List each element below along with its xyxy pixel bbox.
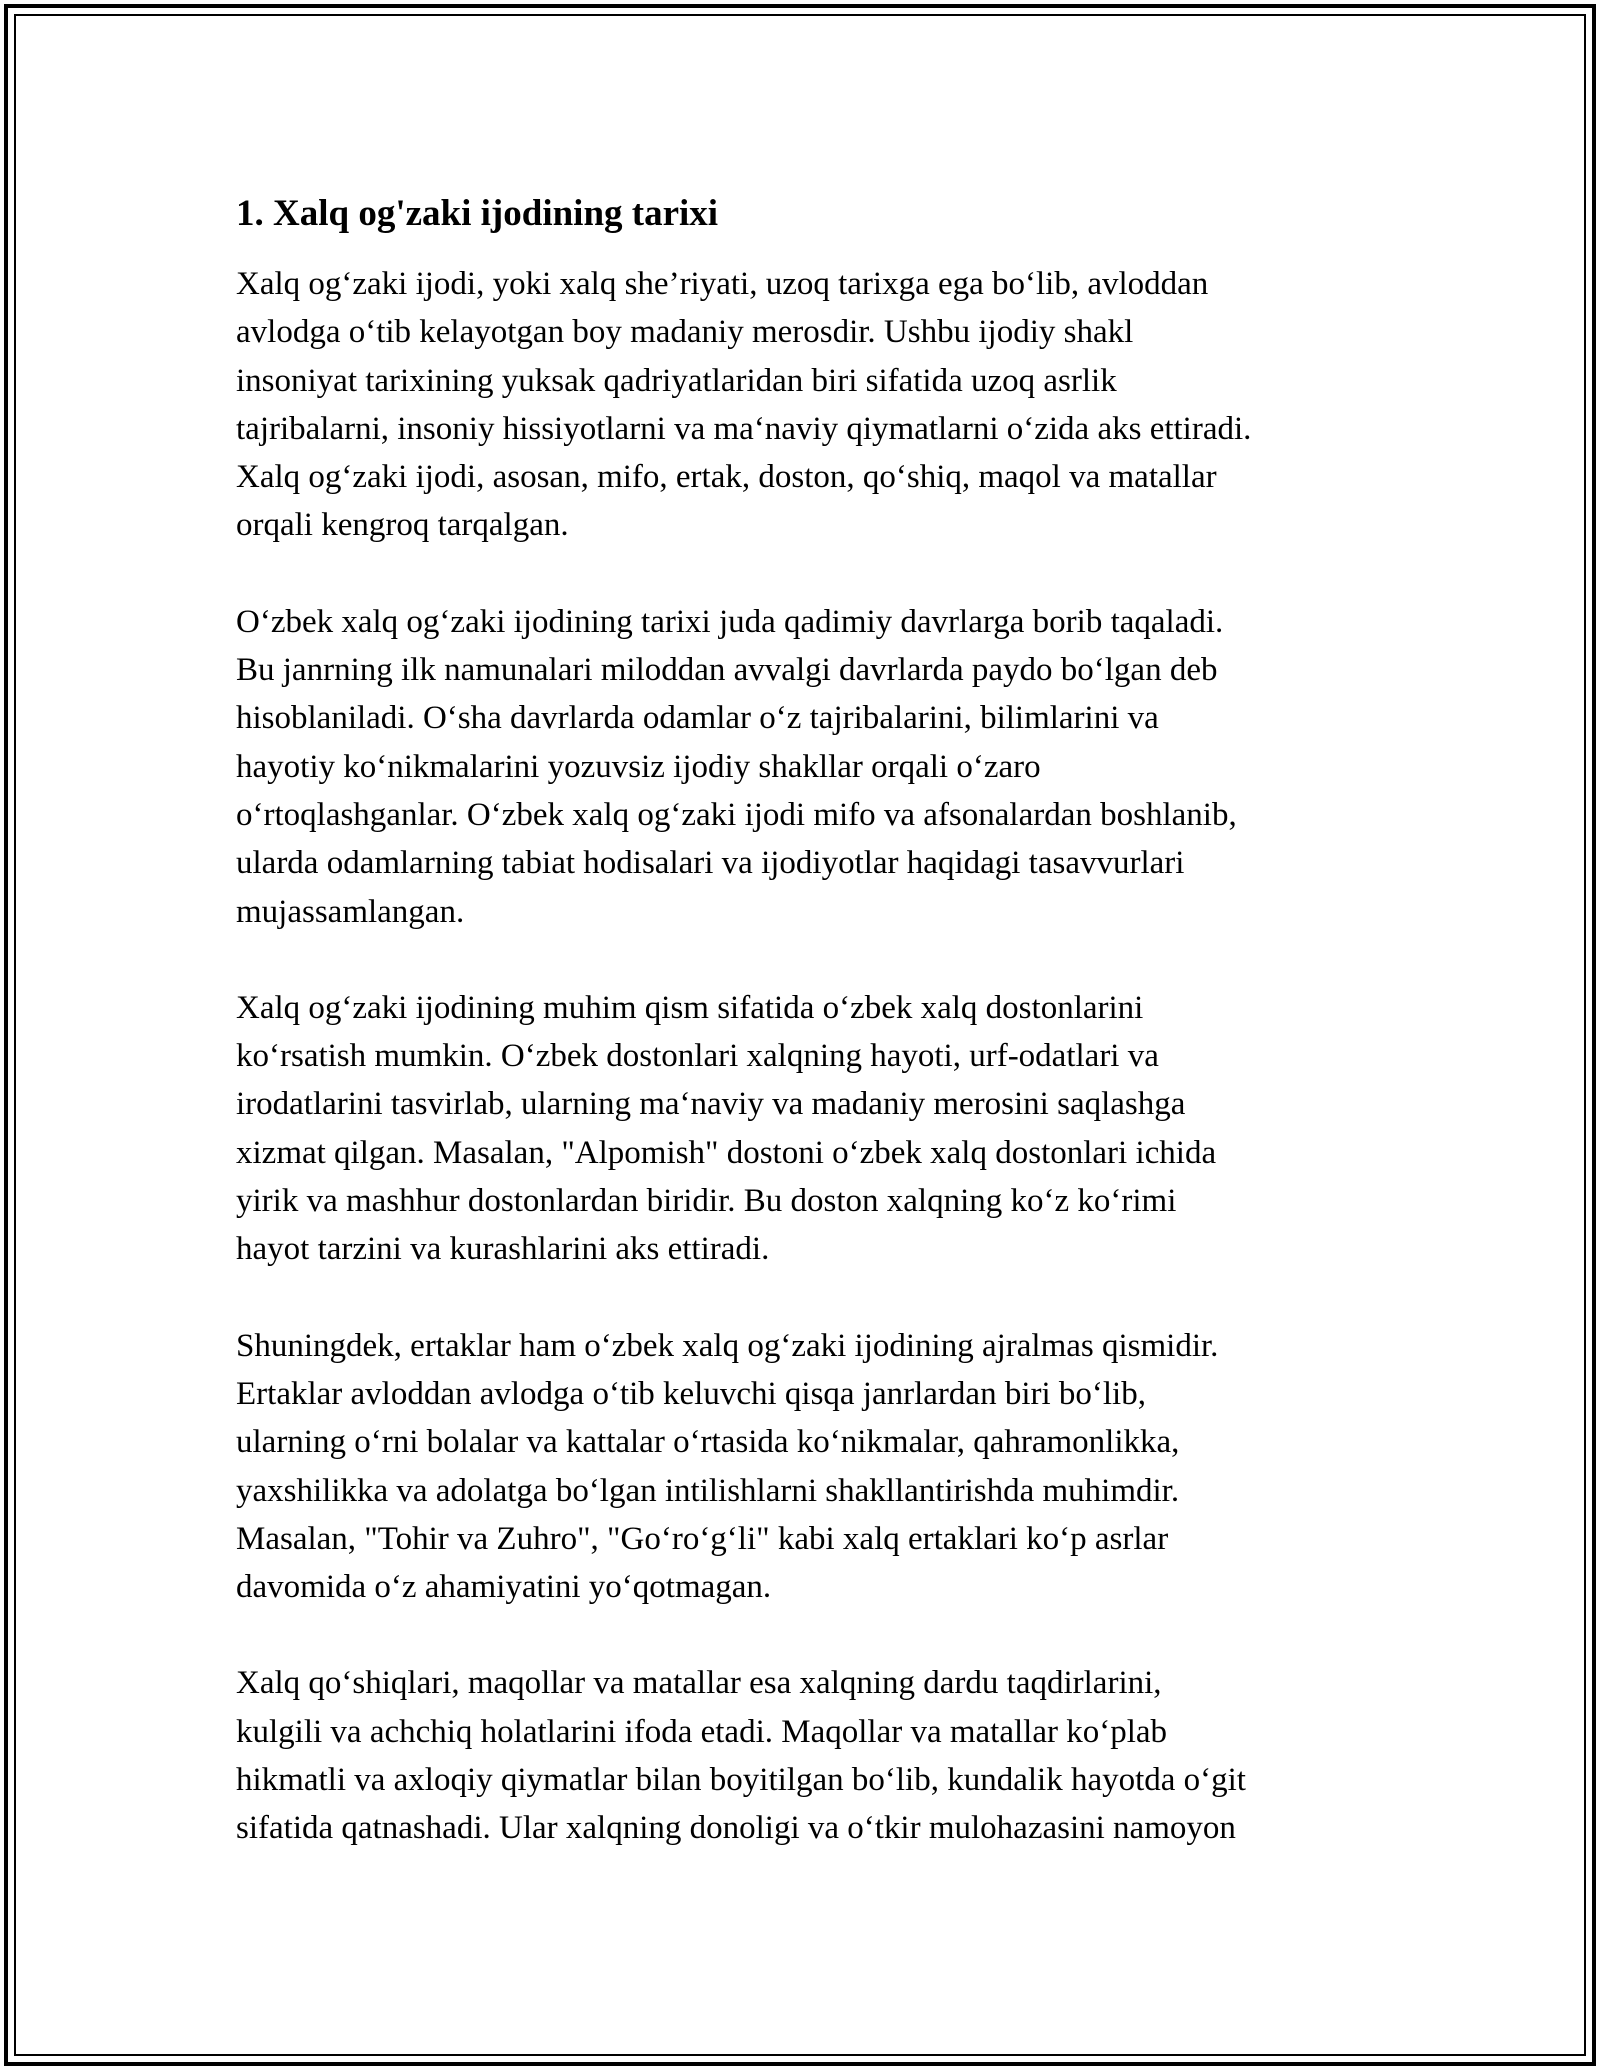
paragraph-4	[236, 1322, 1376, 1612]
text-line: hikmatli va axloqiy qiymatlar bilan boyitilgan bo‘lib, kundalik hayotda o‘git	[236, 1762, 1246, 1799]
text-line: yaxshilikka va adolatga bo‘lgan intilishlarni shakllantirishda muhimdir.	[236, 1472, 1180, 1509]
text-line: xizmat qilgan. Masalan, "Alpomish" dostoni o‘zbek xalq dostonlari ichida	[236, 1134, 1217, 1171]
text-line: Xalq og‘zaki ijodining muhim qism sifatida o‘zbek xalq dostonlarini	[236, 989, 1144, 1026]
text-line: tajribalarni, insoniy hissiyotlarni va ma‘naviy qiymatlarni o‘zida aks ettiradi.	[236, 410, 1252, 447]
text-line: avlodga o‘tib kelayotgan boy madaniy merosdir. Ushbu ijodiy shakl	[236, 314, 1134, 351]
section-heading: 1. Xalq og'zaki ijodining tarixi	[236, 193, 719, 234]
text-line: Masalan, "Tohir va Zuhro", "Go‘ro‘g‘li" kabi xalq ertaklari ko‘p asrlar	[236, 1520, 1169, 1557]
document-body	[236, 260, 1376, 1853]
text-line: hayot tarzini va kurashlarini aks ettiradi.	[236, 1231, 770, 1268]
text-line: sifatida qatnashadi. Ular xalqning donoligi va o‘tkir mulohazasini namoyon	[236, 1810, 1236, 1847]
text-line: ularning o‘rni bolalar va kattalar o‘rtasida ko‘nikmalar, qahramonlikka,	[236, 1424, 1180, 1461]
paragraph-1	[236, 260, 1376, 550]
text-line: irodatlarini tasvirlab, ularning ma‘naviy va madaniy merosini saqlashga	[236, 1086, 1186, 1123]
text-line: o‘rtoqlashganlar. O‘zbek xalq og‘zaki ijodi mifo va afsonalardan boshlanib,	[236, 796, 1237, 833]
text-line: hayotiy ko‘nikmalarini yozuvsiz ijodiy shakllar orqali o‘zaro	[236, 748, 1041, 785]
text-line: O‘zbek xalq og‘zaki ijodining tarixi juda qadimiy davrlarga borib taqaladi.	[236, 603, 1224, 640]
paragraph-3	[236, 984, 1376, 1274]
text-line: Bu janrning ilk namunalari miloddan avvalgi davrlarda paydo bo‘lgan deb	[236, 652, 1218, 689]
text-line: orqali kengroq tarqalgan.	[236, 507, 569, 544]
text-line: kulgili va achchiq holatlarini ifoda etadi. Maqollar va matallar ko‘plab	[236, 1713, 1168, 1750]
text-line: Shuningdek, ertaklar ham o‘zbek xalq og‘zaki ijodining ajralmas qismidir.	[236, 1327, 1219, 1364]
paragraph-2	[236, 598, 1376, 936]
text-line: davomida o‘z ahamiyatini yo‘qotmagan.	[236, 1569, 772, 1606]
text-line: mujassamlangan.	[236, 893, 465, 930]
text-line: Xalq og‘zaki ijodi, yoki xalq she’riyati, uzoq tarixga ega bo‘lib, avloddan	[236, 266, 1209, 302]
text-line: Ertaklar avloddan avlodga o‘tib keluvchi qisqa janrlardan biri bo‘lib,	[236, 1375, 1146, 1412]
text-line: Xalq og‘zaki ijodi, asosan, mifo, ertak, doston, qo‘shiq, maqol va matallar	[236, 459, 1217, 496]
text-line: yirik va mashhur dostonlardan biridir. Bu doston xalqning ko‘z ko‘rimi	[236, 1183, 1177, 1220]
text-line: ko‘rsatish mumkin. O‘zbek dostonlari xalqning hayoti, urf-odatlari va	[236, 1038, 1159, 1075]
paragraph-5	[236, 1659, 1376, 1852]
text-line: insoniyat tarixining yuksak qadriyatlaridan biri sifatida uzoq asrlik	[236, 362, 1117, 399]
text-line: hisoblaniladi. O‘sha davrlarda odamlar o‘z tajribalarini, bilimlarini va	[236, 700, 1159, 737]
text-line: ularda odamlarning tabiat hodisalari va ijodiyotlar haqidagi tasavvurlari	[236, 845, 1185, 882]
document-content	[236, 188, 1376, 1901]
text-line: Xalq qo‘shiqlari, maqollar va matallar esa xalqning dardu taqdirlarini,	[236, 1665, 1162, 1702]
